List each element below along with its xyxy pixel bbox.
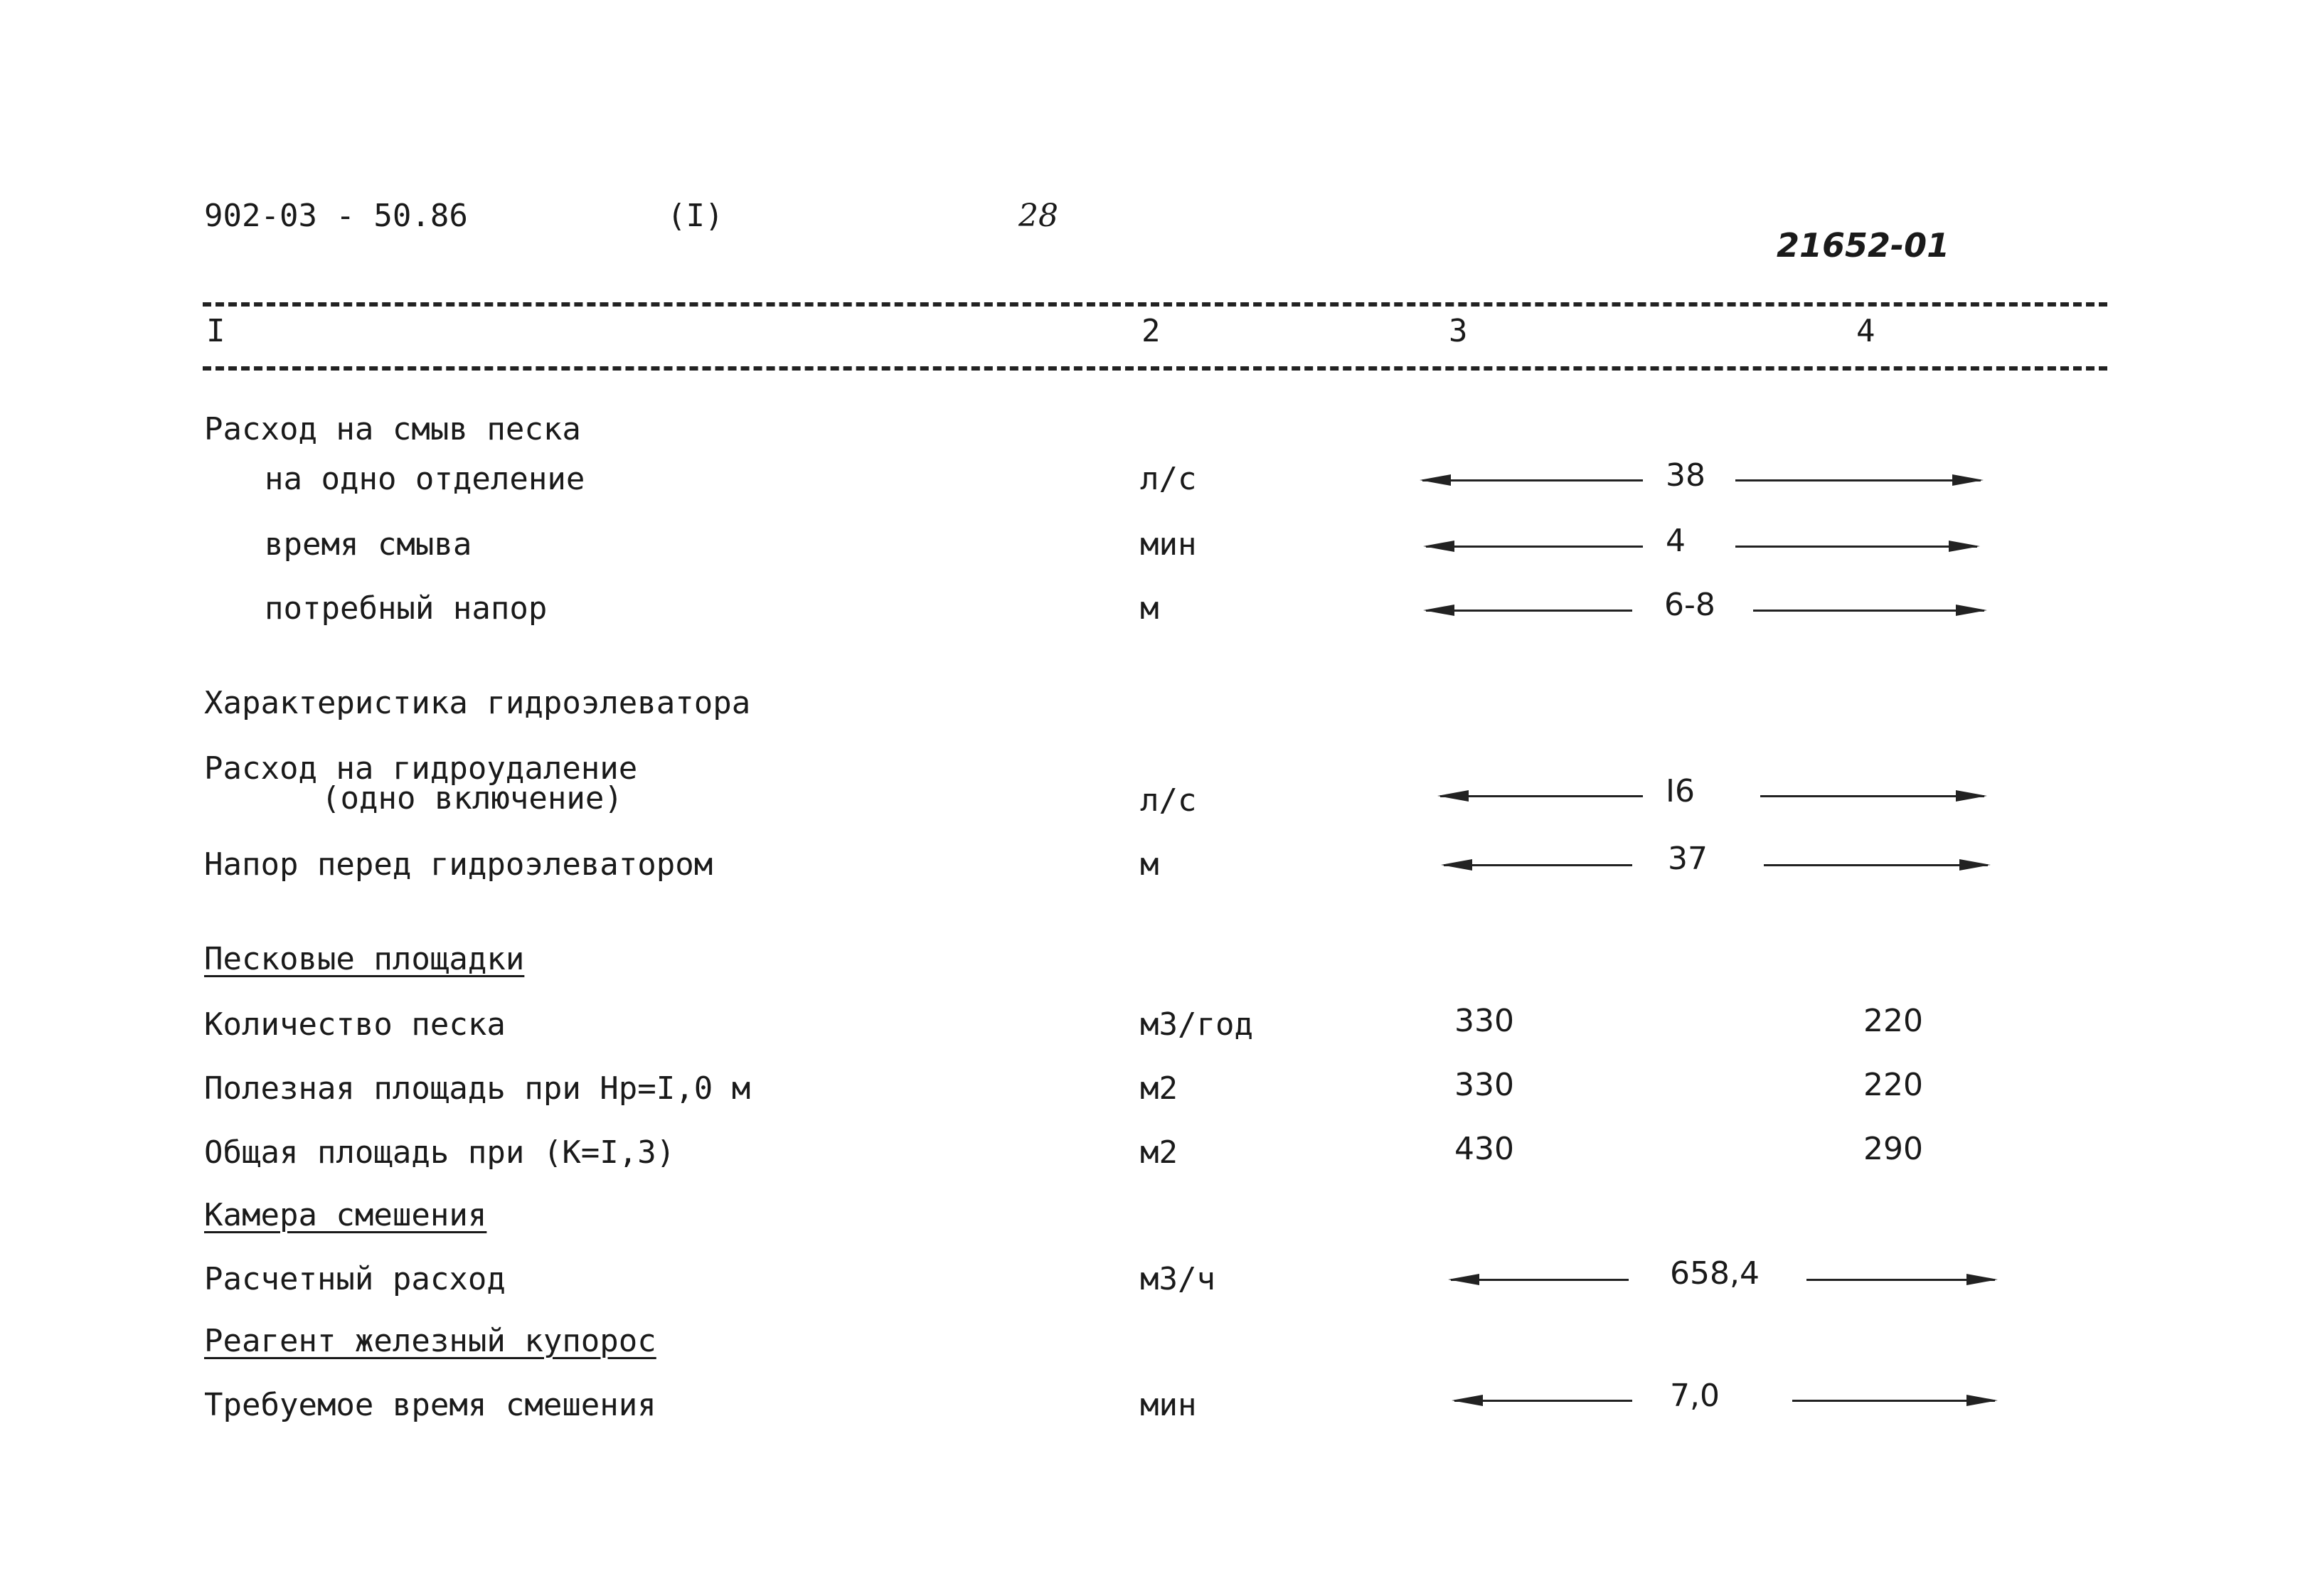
sand-qty-col4: 220 — [1863, 1003, 1923, 1039]
arrow-right — [1764, 864, 1988, 866]
archive-number: 21652-01 — [1777, 226, 1950, 265]
per-section-unit: л/с — [1140, 461, 1197, 497]
arrow-left — [1426, 546, 1643, 548]
hydro-removal-unit: л/с — [1140, 782, 1197, 819]
arrow-left — [1444, 864, 1632, 866]
column-number-4: 4 — [1856, 313, 1875, 349]
hydro-removal-label-note: (одно включение) — [321, 780, 623, 816]
wash-time-value: 4 — [1666, 523, 1686, 559]
per-section-value: 38 — [1666, 457, 1705, 494]
required-head-value: 6-8 — [1664, 587, 1715, 623]
header-rule-top — [203, 302, 2107, 307]
arrow-right — [1792, 1400, 1995, 1402]
mixing-chamber-title: Камера смешения — [204, 1197, 487, 1233]
required-head-label: потребный напор — [265, 590, 548, 627]
header-rule-bottom — [203, 366, 2107, 371]
hydro-removal-value: I6 — [1666, 773, 1695, 809]
arrow-right — [1753, 610, 1984, 612]
arrow-right — [1760, 795, 1984, 797]
arrow-left — [1422, 479, 1643, 482]
arrow-right — [1735, 546, 1977, 548]
sand-beds-title: Песковые площадки — [204, 941, 525, 977]
column-number-3: 3 — [1449, 313, 1468, 349]
head-before-unit: м — [1140, 846, 1159, 883]
useful-area-unit: м2 — [1140, 1070, 1178, 1107]
column-number-2: 2 — [1141, 313, 1161, 349]
wash-time-unit: мин — [1140, 526, 1197, 563]
document-code: 902-03 - 50.86 — [204, 198, 468, 234]
sand-wash-title: Расход на смыв песка — [204, 411, 581, 447]
mixing-time-unit: мин — [1140, 1387, 1197, 1423]
useful-area-label: Полезная площадь при Нр=I,0 м — [204, 1070, 751, 1107]
sand-qty-col3: 330 — [1454, 1003, 1514, 1039]
hydro-removal-label: Расход на гидроудаление — [204, 750, 638, 787]
mixing-time-value: 7,0 — [1670, 1378, 1720, 1414]
required-head-unit: м — [1140, 590, 1159, 627]
arrow-left — [1454, 1400, 1632, 1402]
sheet-mark: (I) — [667, 198, 724, 234]
sand-qty-unit: м3/год — [1140, 1006, 1253, 1043]
arrow-left — [1451, 1279, 1629, 1281]
reagent-title: Реагент железный купорос — [204, 1323, 656, 1359]
total-area-col4: 290 — [1863, 1131, 1923, 1167]
wash-time-label: время смыва — [265, 526, 472, 563]
total-area-col3: 430 — [1454, 1131, 1514, 1167]
mixing-time-label: Требуемое время смешения — [204, 1387, 656, 1423]
useful-area-col3: 330 — [1454, 1067, 1514, 1103]
design-flow-value: 658,4 — [1670, 1255, 1760, 1292]
sand-qty-label: Количество песка — [204, 1006, 506, 1043]
per-section-label: на одно отделение — [265, 461, 585, 497]
head-before-label: Напор перед гидроэлеватором — [204, 846, 713, 883]
head-before-value: 37 — [1668, 841, 1708, 877]
total-area-unit: м2 — [1140, 1134, 1178, 1171]
arrow-right — [1735, 479, 1981, 482]
hydroelevator-title: Характеристика гидроэлеватора — [204, 685, 751, 721]
design-flow-unit: м3/ч — [1140, 1261, 1215, 1297]
arrow-right — [1806, 1279, 1995, 1281]
column-number-1: I — [206, 313, 225, 349]
useful-area-col4: 220 — [1863, 1067, 1923, 1103]
design-flow-label: Расчетный расход — [204, 1261, 506, 1297]
total-area-label: Общая площадь при (К=I,3) — [204, 1134, 676, 1171]
arrow-left — [1426, 610, 1632, 612]
arrow-left — [1440, 795, 1643, 797]
page-number: 28 — [1018, 198, 1058, 234]
